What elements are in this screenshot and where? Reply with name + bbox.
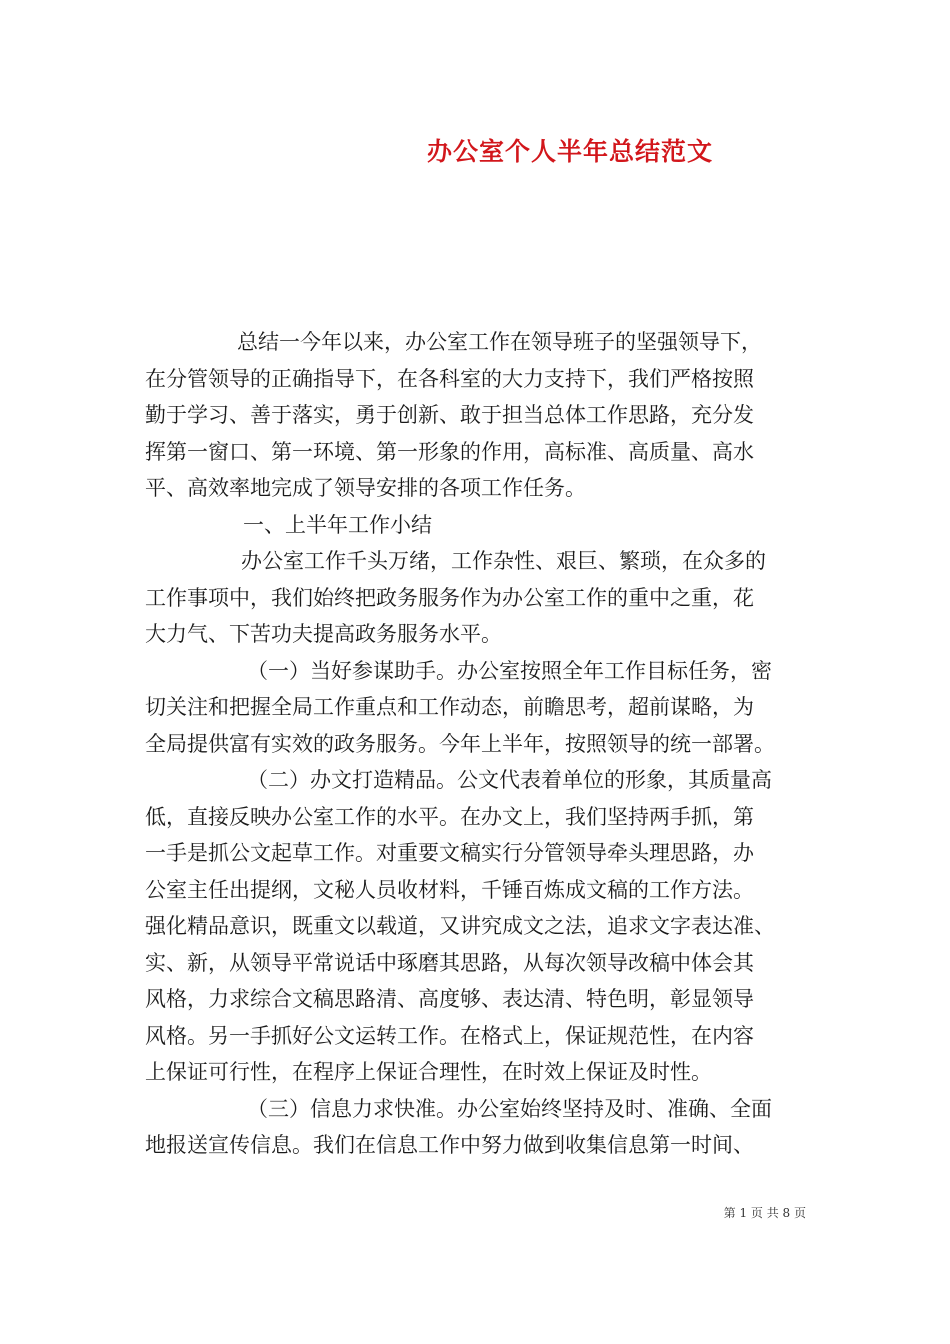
paragraph-line: 公室主任出提纲，文秘人员收材料，千锤百炼成文稿的工作方法。	[145, 877, 754, 902]
paragraph-line: 勤于学习、善于落实，勇于创新、敢于担当总体工作思路，充分发	[145, 403, 754, 427]
paragraph-line: 全局提供富有实效的政务服务。今年上半年，按照领导的统一部署。	[145, 731, 775, 756]
page-footer: 第 1 页 共 8 页	[723, 1206, 806, 1220]
paragraph-line: 大力气、下苦功夫提高政务服务水平。	[145, 622, 502, 646]
paragraph-line: 切关注和把握全局工作重点和工作动态，前瞻思考，超前谋略，为	[145, 695, 754, 719]
paragraph-line: 风格。另一手抓好公文运转工作。在格式上，保证规范性，在内容	[145, 1023, 754, 1048]
paragraph-line: 平、高效率地完成了领导安排的各项工作任务。	[145, 476, 586, 500]
paragraph-line: 总结一今年以来，办公室工作在领导班子的坚强领导下，	[237, 330, 762, 354]
paragraph-line: 一手是抓公文起草工作。对重要文稿实行分管领导牵头理思路，办	[145, 841, 754, 865]
paragraph-line: 上保证可行性，在程序上保证合理性，在时效上保证及时性。	[145, 1060, 712, 1084]
paragraph-line: 风格，力求综合文稿思路清、高度够、表达清、特色明，彰显领导	[145, 987, 754, 1011]
paragraph-line: 挥第一窗口、第一环境、第一形象的作用，高标准、高质量、高水	[145, 439, 754, 464]
paragraph-line: 强化精品意识，既重文以载道，又讲究成文之法，追求文字表达准、	[145, 914, 775, 938]
section-heading: 一、上半年工作小结	[243, 512, 432, 537]
subsection-line: （三）信息力求快准。办公室始终坚持及时、准确、全面	[247, 1096, 772, 1121]
paragraph-line: 实、新，从领导平常说话中琢磨其思路，从每次领导改稿中体会其	[145, 950, 754, 975]
paragraph-line: 办公室工作千头万绪，工作杂性、艰巨、繁琐，在众多的	[241, 549, 766, 573]
document-title: 办公室个人半年总结范文	[426, 137, 713, 166]
subsection-line: （二）办文打造精品。公文代表着单位的形象，其质量高	[247, 768, 772, 792]
paragraph-line: 在分管领导的正确指导下，在各科室的大力支持下，我们严格按照	[145, 366, 754, 391]
subsection-line: （一）当好参谋助手。办公室按照全年工作目标任务，密	[247, 658, 772, 683]
paragraph-line: 低，直接反映办公室工作的水平。在办文上，我们坚持两手抓，第	[145, 804, 754, 829]
paragraph-line: 地报送宣传信息。我们在信息工作中努力做到收集信息第一时间、	[145, 1133, 754, 1157]
document-body	[145, 324, 821, 1164]
paragraph-line: 工作事项中，我们始终把政务服务作为办公室工作的重中之重，花	[145, 585, 754, 610]
